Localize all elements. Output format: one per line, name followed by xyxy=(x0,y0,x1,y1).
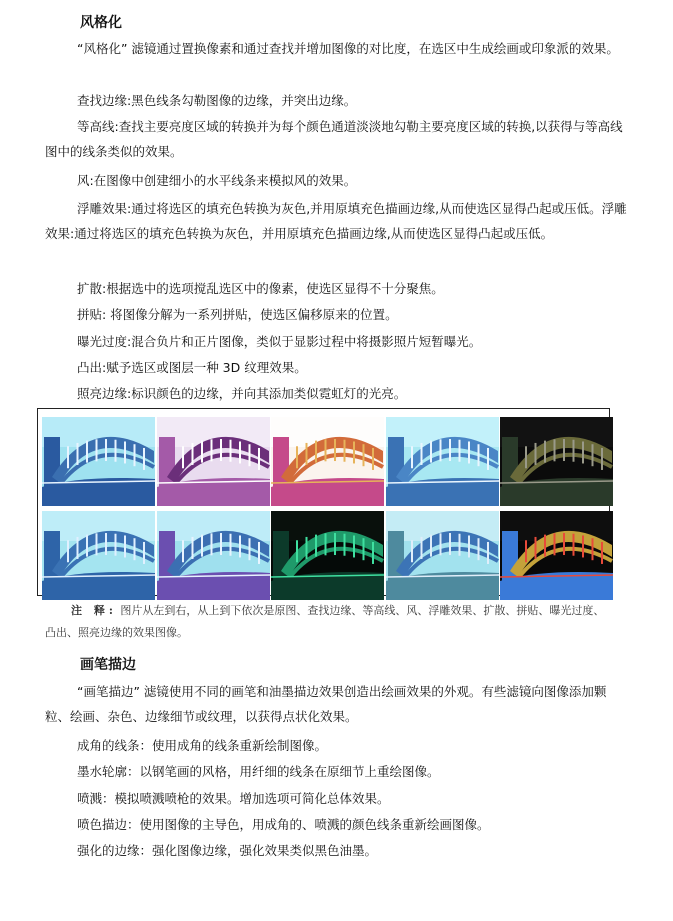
paragraph-stylize-intro: “风格化” 滤镜通过置换像素和通过查找并增加图像的对比度，在选区中生成绘画或印象派的效果。 xyxy=(77,41,619,56)
paragraph-ink-outlines: 墨水轮廓：以钢笔画的风格，用纤细的线条在原细节上重绘图像。 xyxy=(77,764,440,779)
paragraph-sprayed-strokes: 喷色描边：使用图像的主导色，用成角的、喷溅的颜色线条重新绘画图像。 xyxy=(77,817,490,832)
thumbnail-10 xyxy=(500,511,613,600)
paragraph-spatter: 喷溅：模拟喷溅喷枪的效果。增加选项可简化总体效果。 xyxy=(77,791,390,806)
paragraph-accented-edges: 强化的边缘：强化图像边缘，强化效果类似黑色油墨。 xyxy=(77,843,378,858)
paragraph-emboss: 浮雕效果:通过将选区的填充色转换为灰色,并用原填充色描画边缘,从而使选区显得凸起或压低。浮雕效果:通过将选区的填充色转换为灰色，并用原填充色描画边缘,从而使选区显得凸起或压低。 xyxy=(45,201,627,241)
section-heading-stylize: 风格化 xyxy=(80,15,122,31)
paragraph-glowing-edges: 照亮边缘:标识颜色的边缘，并向其添加类似霓虹灯的光亮。 xyxy=(77,386,407,401)
thumbnail-6 xyxy=(42,511,155,600)
caption-text: 图片从左到右，从上到下依次是原图、查找边缘、等高线、风、浮雕效果、扩散、拼贴、曝光过度、凸出、照亮边缘的效果图像。 xyxy=(45,604,605,639)
thumbnail-1 xyxy=(42,417,155,506)
paragraph-angled-strokes: 成角的线条：使用成角的线条重新绘制图像。 xyxy=(77,738,328,753)
paragraph-tiles: 拼贴: 将图像分解为一系列拼贴，使选区偏移原来的位置。 xyxy=(77,307,398,322)
section-heading-brush-strokes: 画笔描边 xyxy=(80,657,136,673)
figure-caption xyxy=(45,600,615,644)
paragraph-trace-contour: 等高线:查找主要亮度区域的转换并为每个颜色通道淡淡地勾勒主要亮度区域的转换,以获得与等高线图中的线条类似的效果。 xyxy=(45,119,623,159)
thumbnail-8 xyxy=(271,511,384,600)
thumbnail-5 xyxy=(500,417,613,506)
paragraph-wind: 风:在图像中创建细小的水平线条来模拟风的效果。 xyxy=(77,173,357,188)
caption-label: 注 释: xyxy=(71,604,117,617)
thumbnail-3 xyxy=(271,417,384,506)
thumbnail-4 xyxy=(386,417,499,506)
filter-effects-figure xyxy=(37,408,610,596)
thumbnail-2 xyxy=(157,417,270,506)
paragraph-brush-intro: “画笔描边” 滤镜使用不同的画笔和油墨描边效果创造出绘画效果的外观。有些滤镜向图像添加颗粒、绘画、杂色、边缘细节或纹理，以获得点状化效果。 xyxy=(45,684,607,724)
paragraph-diffuse: 扩散:根据选中的选项搅乱选区中的像素，使选区显得不十分聚焦。 xyxy=(77,281,444,296)
thumbnail-9 xyxy=(386,511,499,600)
paragraph-find-edges: 查找边缘:黑色线条勾勒图像的边缘，并突出边缘。 xyxy=(77,93,357,108)
paragraph-extrude: 凸出:赋予选区或图层一种 3D 纹理效果。 xyxy=(77,360,307,375)
thumbnail-7 xyxy=(157,511,270,600)
paragraph-solarize: 曝光过度:混合负片和正片图像，类似于显影过程中将摄影照片短暂曝光。 xyxy=(77,334,482,349)
